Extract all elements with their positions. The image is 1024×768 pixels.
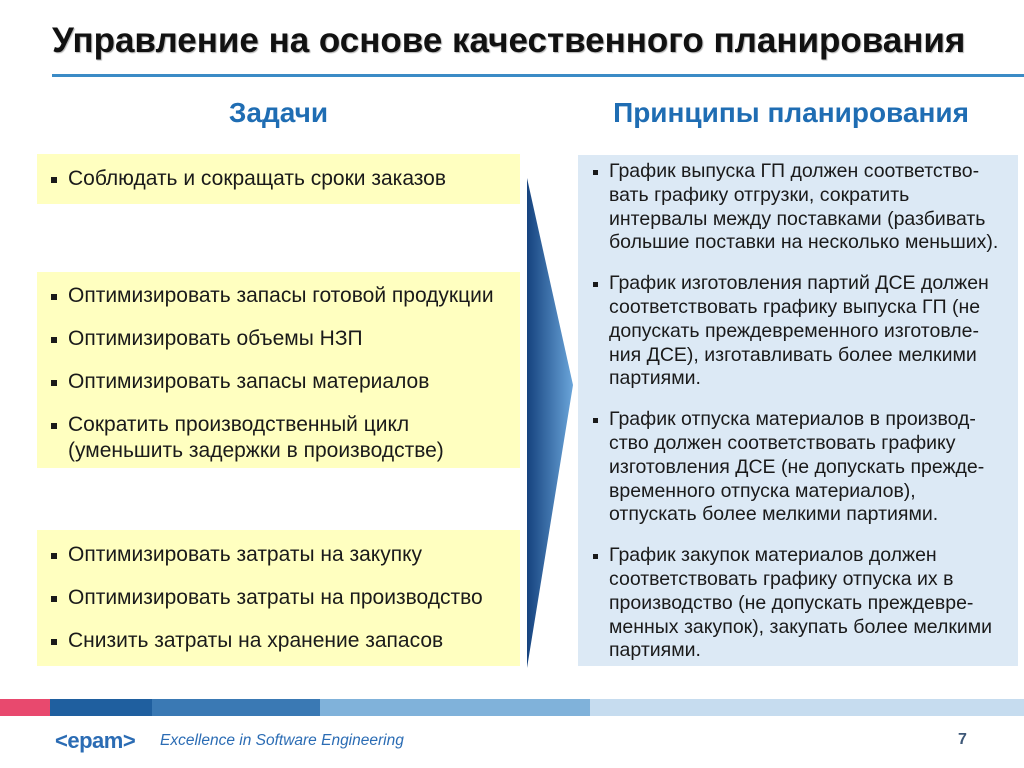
principle-line: соответствовать графику выпуска ГП (не — [609, 295, 981, 318]
principle-line: временного отпуска материалов), — [609, 479, 916, 502]
slide-title: Управление на основе качественного планирования — [52, 21, 966, 60]
footer-bar-segment — [50, 699, 152, 716]
footer-tagline: Excellence in Software Engineering — [160, 732, 404, 749]
task-item — [68, 369, 520, 395]
principle-line: График закупок материалов должен — [609, 544, 937, 567]
task-line: Оптимизировать затраты на закупку — [68, 543, 423, 566]
principle-line: ния ДСЕ), изготавливать более мелкими — [609, 343, 977, 366]
task-item — [68, 585, 520, 611]
principle-line: соответствовать графику отпуска их в — [609, 567, 954, 590]
principle-line: допускать преждевременного изготовле- — [609, 319, 979, 342]
task-group-1 — [37, 154, 520, 204]
principle-line: интервалы между поставками (разбивать — [609, 207, 986, 230]
task-item — [68, 628, 520, 654]
principles-heading: Принципы планирования — [613, 97, 969, 128]
right-arrow-icon — [520, 170, 580, 680]
task-line: Сократить производственный цикл — [68, 413, 410, 436]
task-group-2 — [37, 272, 520, 468]
task-line: Соблюдать и сокращать сроки заказов — [68, 167, 446, 190]
principle-line: изготовления ДСЕ (не допускать прежде- — [609, 455, 985, 478]
task-line: Оптимизировать объемы НЗП — [68, 327, 363, 350]
principle-item — [609, 272, 1018, 391]
arrow-shape — [527, 178, 573, 668]
task-item — [68, 283, 520, 309]
principle-item — [609, 160, 1018, 255]
task-line: Оптимизировать запасы материалов — [68, 370, 430, 393]
principle-line: партиями. — [609, 639, 701, 662]
task-line: Снизить затраты на хранение запасов — [68, 629, 444, 652]
principle-line: партиями. — [609, 367, 701, 390]
task-group-3 — [37, 530, 520, 666]
page-number: 7 — [958, 731, 967, 748]
task-line: (уменьшить задержки в производстве) — [68, 439, 444, 462]
task-line: Оптимизировать затраты на производство — [68, 586, 483, 609]
principle-item — [609, 544, 1018, 663]
footer-color-bar — [0, 699, 1024, 716]
principle-item — [609, 408, 1018, 527]
task-line: Оптимизировать запасы готовой продукции — [68, 284, 494, 307]
principle-line: большие поставки на несколько меньших). — [609, 231, 999, 254]
principle-line: График выпуска ГП должен соответство- — [609, 160, 980, 182]
footer-bar-segment — [152, 699, 320, 716]
task-item — [68, 166, 520, 192]
footer-bar-segment — [320, 699, 590, 716]
task-item — [68, 326, 520, 352]
principle-line: менных закупок), закупать более мелкими — [609, 615, 993, 638]
footer-bar-segment — [0, 699, 50, 716]
task-item — [68, 412, 520, 464]
task-item — [68, 542, 520, 568]
principle-line: отпускать более мелкими партиями. — [609, 503, 939, 526]
footer-bar-segment — [590, 699, 1024, 716]
principle-line: График отпуска материалов в производ- — [609, 408, 976, 431]
tasks-heading: Задачи — [228, 97, 329, 128]
principle-line: График изготовления партий ДСЕ должен — [609, 272, 989, 295]
principles-box — [578, 155, 1018, 666]
principle-line: производство (не допускать преждевре- — [609, 591, 974, 614]
title-underline — [52, 74, 1024, 77]
principle-line: ство должен соответствовать графику — [609, 431, 956, 454]
epam-logo: <epam> — [55, 728, 136, 753]
principle-line: вать графику отгрузки, сократить — [609, 183, 910, 206]
